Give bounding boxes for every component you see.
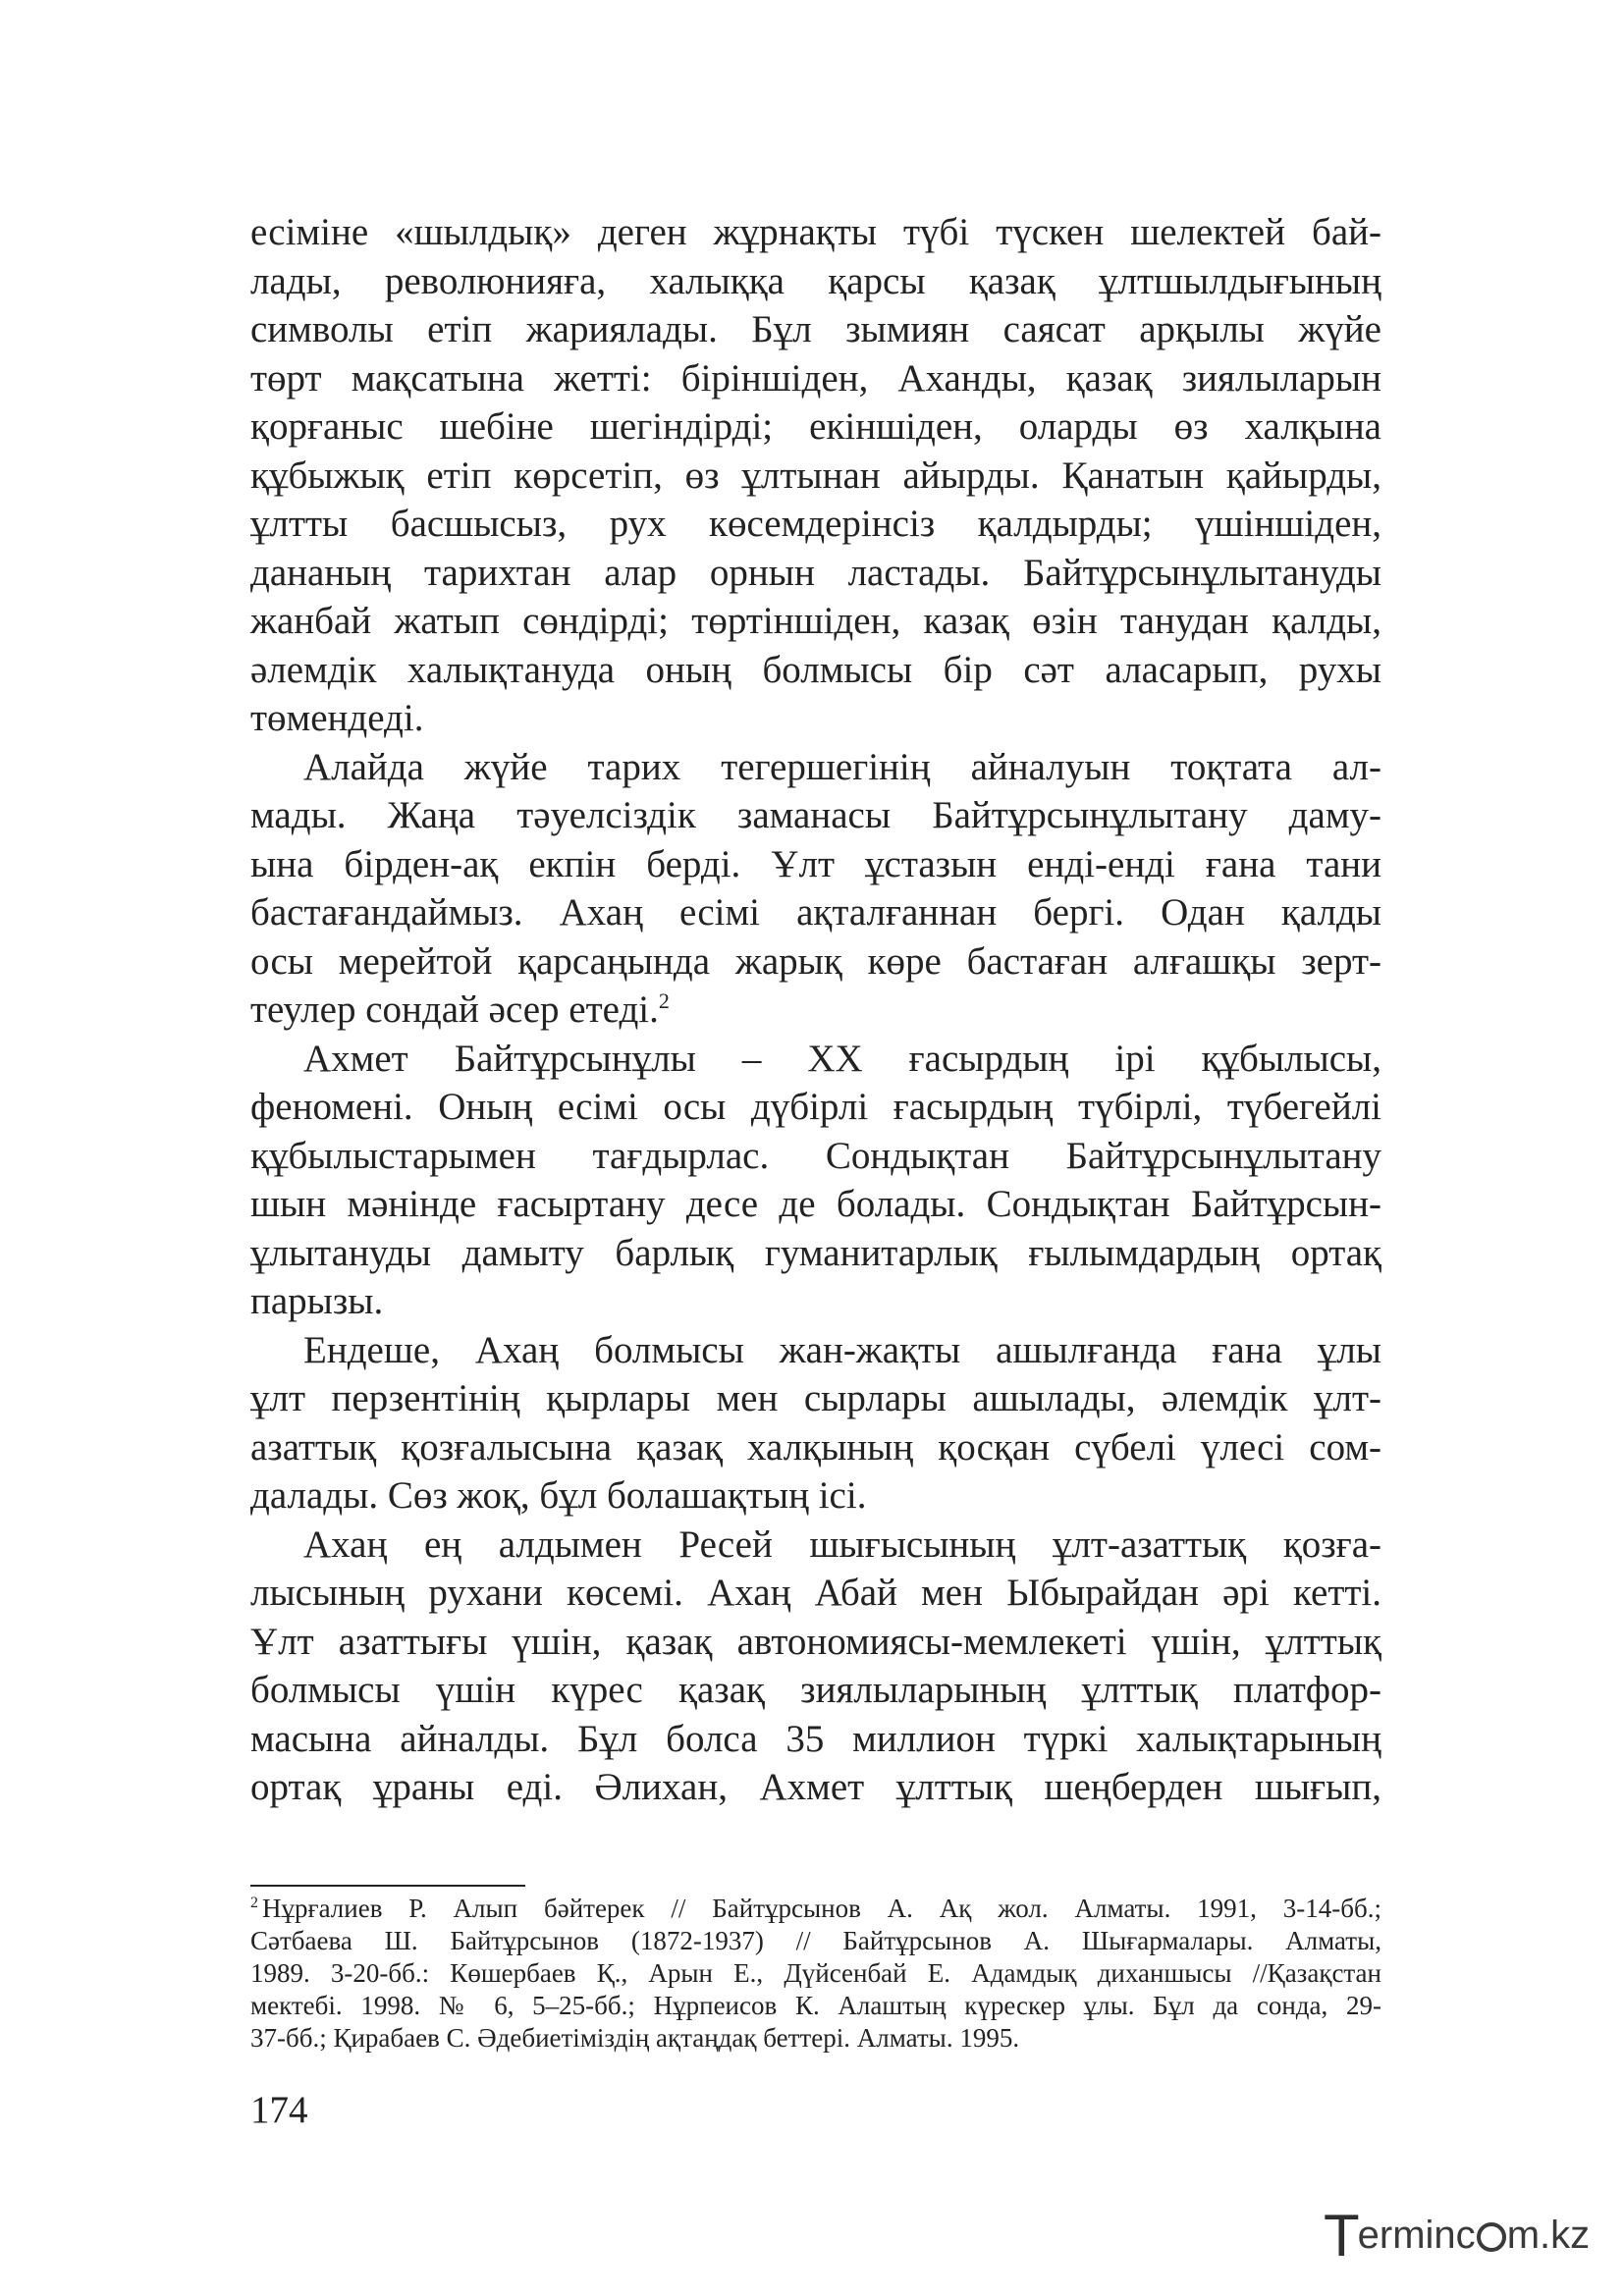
- text-line: ұлтты басшысыз, рух көсемдерінсіз қалдырды; үшіншіден,: [250, 503, 1381, 545]
- text-line: төрт мақсатына жетті: біріншіден, Аханды, қазақ зиялыларын: [250, 356, 1381, 400]
- paragraph-2: [250, 743, 1381, 1035]
- circle-icon: [1477, 2222, 1506, 2252]
- text-line: Ендеше, Ахаң болмысы жан-жақты ашылғанда ғана ұлы: [303, 1328, 1381, 1371]
- text-line: Алайда жүйе тарих тегершегінің айналуын тоқтата ал-: [303, 745, 1381, 788]
- text-line: дананың тарихтан алар орнын ластады. Байтұрсынұлытануды: [250, 551, 1381, 594]
- footnote-line: Сәтбаева Ш. Байтұрсынов (1872-1937) // Байтұрсынов А. Шығармалары. Алматы,: [250, 1926, 1381, 1955]
- text-line: төмендеді.: [250, 697, 424, 739]
- text-line-content: теулер сондай әсер етеді.: [250, 988, 659, 1031]
- text-line: құбылыстарымен тағдырлас. Сондықтан Байтұрсынұлытану: [250, 1134, 1381, 1177]
- paragraph-3: [250, 1035, 1381, 1326]
- text-line: қорғаныс шебіне шегіндірді; екіншіден, оларды өз халқына: [250, 405, 1381, 448]
- text-line: Ұлт азаттығы үшін, қазақ автономиясы-мемлекеті үшін, ұлттық: [250, 1620, 1381, 1663]
- text-line: ұлытануды дамыту барлық гуманитарлық ғылымдардың ортақ: [250, 1231, 1381, 1274]
- text-line: болмысы үшін күрес қазақ зиялыларының ұлттық платфор-: [250, 1669, 1381, 1711]
- text-line: әлемдік халықтануда оның болмысы бір сәт аласарып, рухы: [250, 648, 1381, 691]
- text-line: символы етіп жариялады. Бұл зымиян саясат арқылы жүйе: [250, 308, 1381, 350]
- paragraph-5: [250, 1521, 1381, 1812]
- text-line: мады. Жаңа тәуелсіздік заманасы Байтұрсынұлытану даму-: [250, 794, 1381, 836]
- text-line: лады, революнияға, халыққа қарсы қазақ ұлтшылдығының: [250, 259, 1381, 302]
- footnote-line-content: Нұрғалиев Р. Алып бәйтерек // Байтұрсынов А. Ақ жол. Алматы. 1991, 3-14-бб.;: [262, 1894, 1381, 1923]
- text-line: Ахаң ең алдымен Ресей шығысының ұлт-азаттық қозға-: [303, 1522, 1381, 1566]
- text-line: ұлт перзентінің қырлары мен сырлары ашылады, әлемдік ұлт-: [250, 1377, 1381, 1419]
- footnote-divider: [250, 1885, 525, 1887]
- footnote-line: мектебі. 1998. № 6, 5–25-бб.; Нұрпеисов К. Алаштың күрескер ұлы. Бұл да сонда, 29-: [250, 1991, 1381, 2020]
- text-line: жанбай жатып сөндірді; төртіншіден, казақ өзін танудан қалды,: [250, 600, 1381, 642]
- text-line: парызы.: [250, 1280, 384, 1322]
- text-line: феномені. Оның есімі осы дүбірлі ғасырдың түбірлі, түбегейлі: [250, 1086, 1381, 1128]
- text-line: далады. Сөз жоқ, бұл болашақтың ісі.: [250, 1474, 867, 1517]
- watermark-letter: T: [1324, 2202, 1358, 2269]
- footnote-line: 1989. 3-20-бб.: Көшербаев Қ., Арын Е., Дүйсенбай Е. Адамдық диханшысы //Қазақстан: [250, 1958, 1381, 1988]
- footnote-reference[interactable]: 2: [658, 988, 670, 1013]
- watermark-logo: [1324, 2202, 1598, 2269]
- text-line: бастағандаймыз. Ахаң есімі ақталғаннан бергі. Одан қалды: [250, 891, 1381, 934]
- text-line: азаттық қозғалысына қазақ халқының қосқан сүбелі үлесі сом-: [250, 1425, 1381, 1468]
- text-line: осы мерейтой қарсаңында жарық көре бастаған алғашқы зерт-: [250, 939, 1381, 983]
- text-line: ортақ ұраны еді. Әлихан, Ахмет ұлттық шеңберден шығып,: [250, 1766, 1381, 1808]
- text-line: есіміне «шылдық» деген жұрнақты түбі түскен шелектей бай-: [250, 211, 1381, 253]
- footnote: [250, 1893, 1381, 2055]
- paragraph-4: [250, 1326, 1381, 1521]
- watermark-text: m.kz: [1506, 2213, 1591, 2257]
- text-line: лысының рухани көсемі. Ахаң Абай мен Ыбырайдан әрі кетті.: [250, 1572, 1381, 1614]
- main-text: [250, 208, 1381, 1812]
- text-line: шын мәнінде ғасыртану десе де болады. Сондықтан Байтұрсын-: [250, 1183, 1381, 1225]
- text-line: Ахмет Байтұрсынұлы – XX ғасырдың ірі құбылысы,: [303, 1037, 1381, 1080]
- watermark-text: erminc: [1357, 2213, 1476, 2257]
- paragraph-1: [250, 208, 1381, 743]
- footnote-line: 37-бб.; Қирабаев С. Әдебиетіміздің ақтаңдақ беттері. Алматы. 1995.: [250, 2023, 1020, 2053]
- text-line: ына бірден-ақ екпін берді. Ұлт ұстазын енді-енді ғана тани: [250, 842, 1381, 885]
- footnote-line: [250, 1893, 1381, 1925]
- page-number: 174: [250, 2089, 308, 2131]
- footnote-number: 2: [250, 1895, 258, 1911]
- text-line: [250, 986, 1381, 1035]
- text-line: құбыжық етіп көрсетіп, өз ұлтынан айырды. Қанатын қайырды,: [250, 454, 1381, 497]
- text-line: масына айналды. Бұл болса 35 миллион түркі халықтарының: [250, 1717, 1381, 1760]
